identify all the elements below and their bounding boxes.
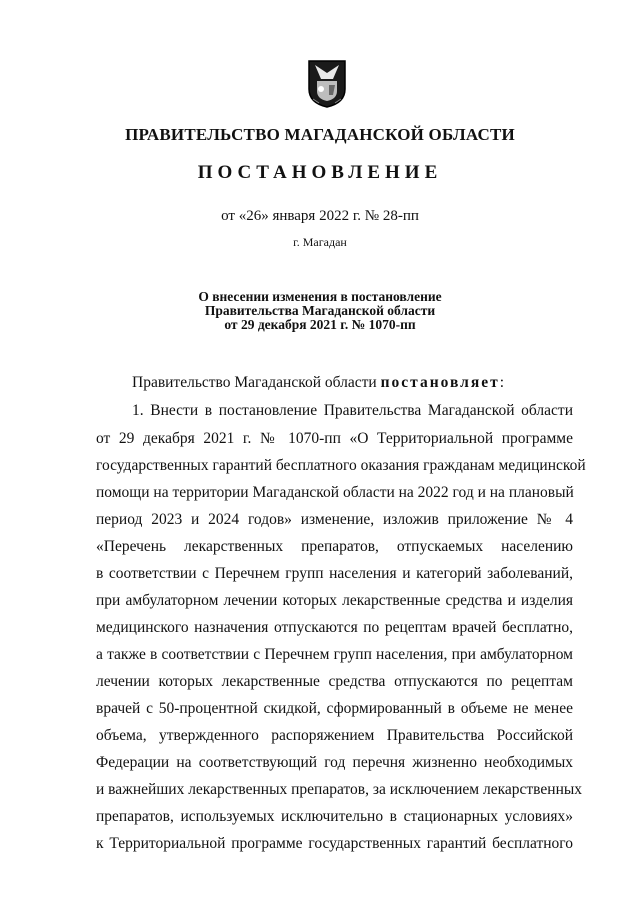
organization-title: ПРАВИТЕЛЬСТВО МАГАДАНСКОЙ ОБЛАСТИ <box>125 125 515 144</box>
body-line: при амбулаторном лечении которых лекарственные средства и изделия <box>96 592 573 609</box>
body-line: объема, утвержденного распоряжением Правительства Российской <box>96 727 573 744</box>
subject-line: от 29 декабря 2021 г. № 1070-пп <box>224 317 416 332</box>
body-line: 1. Внести в постановление Правительства Магаданской области <box>132 402 573 419</box>
subject-line: Правительства Магаданской области <box>204 303 436 318</box>
body-line: препаратов, используемых исключительно в стационарных условиях» <box>96 808 573 825</box>
body-line: к Территориальной программе государственных гарантий бесплатного <box>96 835 573 852</box>
coat-of-arms-emblem-icon <box>307 59 347 109</box>
subject-line: О внесении изменения в постановление <box>198 289 442 304</box>
intro-colon: : <box>499 374 505 391</box>
body-line: медицинского назначения отпускаются по рецептам врачей бесплатно, <box>96 619 573 636</box>
body-line: лечении которых лекарственные средства отпускаются по рецептам <box>96 673 573 690</box>
body-line: Федерации на соответствующий год перечня жизненно необходимых <box>96 754 573 771</box>
document-city: г. Магадан <box>293 235 347 249</box>
body-line: а также в соответствии с Перечнем групп населения, при амбулаторном <box>96 646 573 663</box>
body-line: врачей с 50-процентной скидкой, сформированный в объеме не менее <box>96 700 573 717</box>
intro-text: Правительство Магаданской области <box>132 374 377 391</box>
document-subject <box>0 290 640 332</box>
document-date-number: от «26» января 2022 г. № 28-пп <box>221 208 419 224</box>
document-type: ПОСТАНОВЛЕНИЕ <box>197 162 443 183</box>
body-line: и важнейших лекарственных препаратов, за исключением лекарственных <box>96 781 583 798</box>
body-line: от 29 декабря 2021 г. № 1070-пп «О Территориальной программе <box>96 430 573 447</box>
resolution-intro <box>132 374 504 392</box>
intro-spaced-word: постановляет <box>380 374 500 391</box>
body-line: период 2023 и 2024 годов» изменение, изложив приложение № 4 <box>96 511 573 528</box>
body-line: «Перечень лекарственных препаратов, отпускаемых населению <box>96 538 573 555</box>
body-line: помощи на территории Магаданской области на 2022 год и на плановый <box>96 484 574 501</box>
body-line: в соответствии с Перечнем групп населения и категорий заболеваний, <box>96 565 573 582</box>
body-line: государственных гарантий бесплатного оказания гражданам медицинской <box>96 457 586 474</box>
